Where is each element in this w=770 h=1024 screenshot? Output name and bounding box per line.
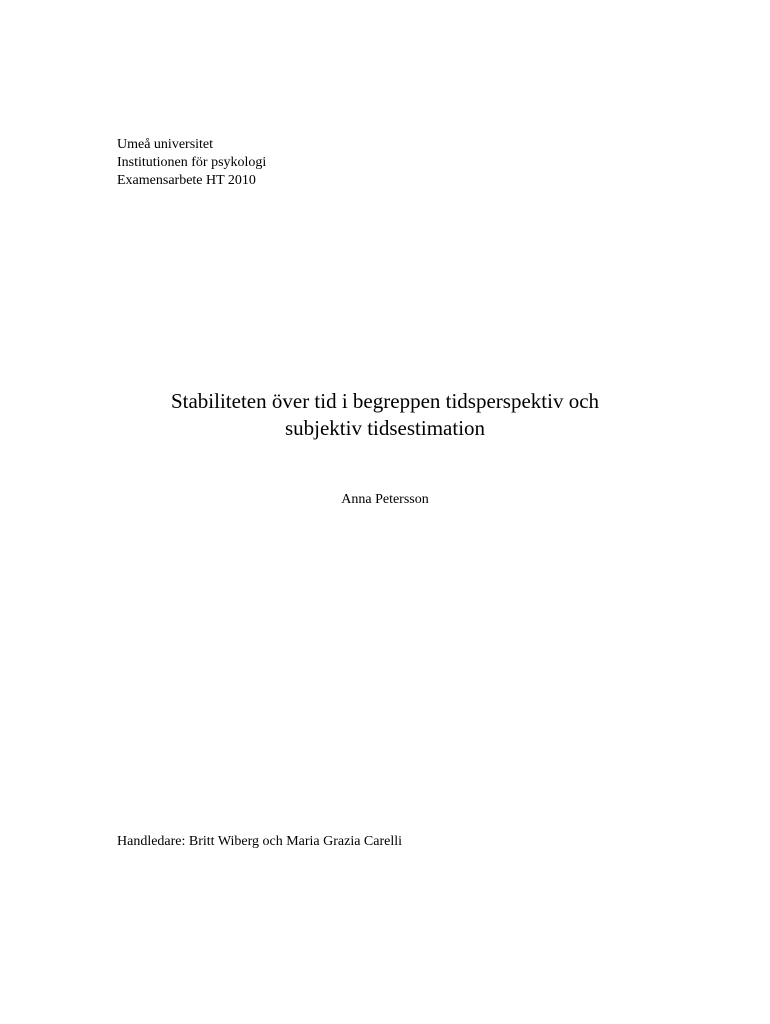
supervisors-line: Handledare: Britt Wiberg och Maria Grazia Carelli	[117, 834, 403, 849]
thesis-title-line-2: subjektiv tidsestimation	[284, 416, 486, 440]
university-name: Umeå universitet	[117, 137, 214, 152]
author-name: Anna Petersson	[341, 492, 429, 507]
department-name: Institutionen för psykologi	[117, 155, 267, 170]
institution-header	[117, 136, 266, 190]
thesis-title	[0, 388, 770, 442]
thesis-term: Examensarbete HT 2010	[117, 173, 256, 188]
thesis-title-line-1: Stabiliteten över tid i begreppen tidsperspektiv och	[170, 389, 600, 413]
